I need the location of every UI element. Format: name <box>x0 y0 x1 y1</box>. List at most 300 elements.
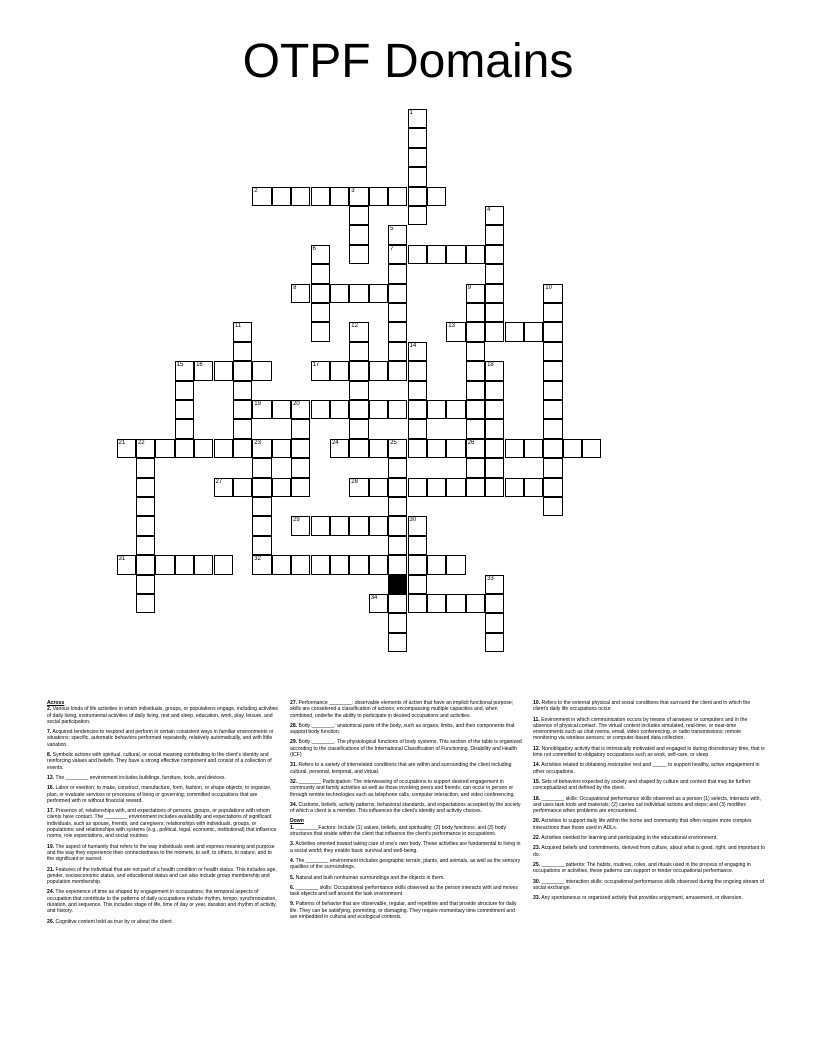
grid-cell[interactable] <box>466 245 485 264</box>
grid-cell[interactable] <box>543 478 562 497</box>
grid-cell[interactable] <box>311 303 330 322</box>
clue-number: 21 <box>118 439 126 446</box>
clue-number: 7 <box>390 245 394 252</box>
clue-item-text: Any spontaneous or organized activity that provides enjoyment, amusement, or diversion. <box>540 895 743 902</box>
grid-cell[interactable] <box>349 400 368 419</box>
grid-cell[interactable] <box>388 439 407 458</box>
grid-cell[interactable] <box>408 206 427 225</box>
clue-item <box>290 885 522 898</box>
clue-item-number: 7. <box>47 729 52 736</box>
grid-cell[interactable] <box>408 478 427 497</box>
grid-cell[interactable] <box>175 400 194 419</box>
grid-cell[interactable] <box>543 381 562 400</box>
grid-cell[interactable] <box>408 245 427 264</box>
grid-cell[interactable] <box>485 594 504 613</box>
clue-number: 31 <box>118 556 126 563</box>
clue-item-number: 3. <box>290 841 295 848</box>
grid-cell[interactable] <box>388 478 407 497</box>
grid-cell[interactable] <box>252 478 271 497</box>
clue-item-text: Natural and built nonhuman surroundings and the objects in them. <box>294 874 445 881</box>
clue-item-number: 26. <box>47 918 55 925</box>
grid-cell[interactable] <box>291 516 310 535</box>
grid-cell[interactable] <box>349 516 368 535</box>
clue-item <box>47 752 279 771</box>
clue-item-number: 23. <box>533 845 541 852</box>
clue-item-number: 21. <box>47 866 55 873</box>
clue-item <box>290 779 522 798</box>
grid-cell[interactable] <box>349 322 368 341</box>
clue-item-number: 2. <box>47 706 52 713</box>
grid-cell[interactable] <box>446 322 465 341</box>
clue-item <box>47 729 279 748</box>
clue-item-text: ________ skills: Occupational performance skills observed as a person (1) selects, interacts with, and uses task tools and materials; (2) carries out individual actions and steps; and (3) modifies performance when problems are encountered. <box>533 795 761 815</box>
clue-number: 10 <box>545 284 552 291</box>
grid-cell[interactable] <box>311 322 330 341</box>
grid-cell[interactable] <box>349 361 368 380</box>
grid-cell[interactable] <box>194 555 213 574</box>
grid-cell[interactable] <box>175 361 194 380</box>
grid-cell[interactable] <box>349 555 368 574</box>
grid-cell[interactable] <box>543 342 562 361</box>
clue-number: 1 <box>409 110 413 116</box>
clue-item <box>533 862 765 875</box>
clue-number: 23 <box>254 439 261 446</box>
clue-item-text: The experience of time as shaped by engagement in occupations; the temporal aspects of occupation that contribute to the patterns of daily occupations include rhythm, tempo, synchronization, duration, and sequence. This includes stage of life, time of day or year, duration and rhythm of activity, and history. <box>47 889 277 915</box>
grid-cell[interactable] <box>291 187 310 206</box>
grid-cell[interactable] <box>485 419 504 438</box>
clue-item-number: 34. <box>290 801 298 808</box>
grid-cell[interactable] <box>311 284 330 303</box>
clue-item-number: 31. <box>290 762 298 769</box>
grid-cell[interactable] <box>485 245 504 264</box>
grid-cell[interactable] <box>543 284 562 303</box>
grid-cell[interactable] <box>408 109 427 128</box>
grid-cell[interactable] <box>136 555 155 574</box>
grid-cell[interactable] <box>252 555 271 574</box>
clue-number: 22 <box>137 439 145 446</box>
grid-cell[interactable] <box>194 361 213 380</box>
grid-cell[interactable] <box>136 594 155 613</box>
grid-cell[interactable] <box>408 594 427 613</box>
grid-cell[interactable] <box>485 361 504 380</box>
clue-number: 3 <box>351 187 355 194</box>
clue-item-text: The ________ environment includes geographic terrain, plants, and animals, as well as the sensory qualities of the surroundings. <box>290 857 521 871</box>
clue-item-number: 9. <box>290 901 295 908</box>
clue-item <box>533 895 765 901</box>
clue-item <box>47 844 279 863</box>
clue-number: 13 <box>448 323 455 330</box>
clue-item <box>533 879 765 892</box>
grid-cell[interactable] <box>543 458 562 477</box>
grid-cell[interactable] <box>272 555 291 574</box>
grid-cell[interactable] <box>485 478 504 497</box>
clue-item-text: Various kinds of life activities in which individuals, groups, or populations engage, including activities of daily living, instrumental activities of daily living, rest and sleep, education, work, play, leisure, and social participation. <box>47 706 278 725</box>
grid-cell[interactable] <box>408 148 427 167</box>
grid-cell[interactable] <box>388 536 407 555</box>
grid-cell[interactable] <box>291 284 310 303</box>
clue-number: 19 <box>254 401 261 407</box>
grid-cell[interactable] <box>408 400 427 419</box>
grid-cell[interactable] <box>485 381 504 400</box>
grid-cell[interactable] <box>446 555 465 574</box>
grid-cell[interactable] <box>543 497 562 516</box>
grid-cell[interactable] <box>427 439 446 458</box>
grid-cell[interactable] <box>136 497 155 516</box>
clue-item-text: Patterns of behavior that are observable, regular, and repetitive and that provide structure for daily life. They can be satisfying, promoting, or damaging. They require momentary time commitment and are embedded in cultural and ecological contexts. <box>290 901 517 921</box>
grid-cell[interactable] <box>233 361 252 380</box>
grid-cell[interactable] <box>388 245 407 264</box>
clue-item-number: 6. <box>290 884 295 891</box>
grid-cell[interactable] <box>233 439 252 458</box>
puzzle-title: OTPF Domains <box>242 35 574 88</box>
clue-column-2 <box>290 700 522 924</box>
grid-cell[interactable] <box>311 516 330 535</box>
grid-cell[interactable] <box>252 536 271 555</box>
grid-cell[interactable] <box>369 400 388 419</box>
grid-cell[interactable] <box>466 400 485 419</box>
grid-cell[interactable] <box>505 439 524 458</box>
grid-cell[interactable] <box>214 361 233 380</box>
clue-item-text: Acquired beliefs and commitments, derived from culture, about what is good, right, and important to do. <box>533 845 765 858</box>
grid-cell[interactable] <box>311 555 330 574</box>
grid-cell[interactable] <box>291 400 310 419</box>
clue-item-number: 24. <box>47 889 55 896</box>
clue-item <box>533 845 765 858</box>
grid-cell[interactable] <box>408 381 427 400</box>
grid-cell[interactable] <box>369 187 388 206</box>
grid-cell[interactable] <box>291 419 310 438</box>
clue-item-number: 20. <box>533 818 541 825</box>
grid-cell[interactable] <box>349 284 368 303</box>
clue-number: 15 <box>176 362 184 369</box>
clue-item <box>47 706 279 725</box>
clue-item-text: Sets of behaviors expected by society and shaped by culture and context that may be further conceptualized and defined by the client. <box>533 778 751 792</box>
clue-number: 4 <box>487 207 491 213</box>
grid-cell[interactable] <box>252 187 271 206</box>
grid-cell[interactable] <box>388 284 407 303</box>
grid-cell[interactable] <box>349 206 368 225</box>
clue-item-number: 10. <box>533 700 541 706</box>
grid-cell[interactable] <box>136 439 155 458</box>
grid-cell[interactable] <box>175 419 194 438</box>
grid-cell[interactable] <box>136 458 155 477</box>
grid-cell[interactable] <box>388 225 407 244</box>
grid-cell[interactable] <box>543 361 562 380</box>
clue-item <box>290 762 522 775</box>
grid-cell[interactable] <box>388 303 407 322</box>
grid-cell[interactable] <box>136 478 155 497</box>
grid-cell[interactable] <box>408 361 427 380</box>
grid-cell[interactable] <box>349 342 368 361</box>
grid-cell[interactable] <box>563 439 582 458</box>
grid-cell[interactable] <box>330 516 349 535</box>
clue-item <box>290 858 522 871</box>
grid-cell[interactable] <box>349 439 368 458</box>
clue-number: 30 <box>409 517 417 524</box>
clue-item <box>533 700 765 713</box>
clue-number: 34 <box>370 595 378 601</box>
grid-cell[interactable] <box>233 478 252 497</box>
grid-cell[interactable] <box>388 322 407 341</box>
grid-cell[interactable] <box>388 516 407 535</box>
clue-item-number: 27. <box>290 700 298 706</box>
grid-cell[interactable] <box>388 400 407 419</box>
clue-number: 26 <box>467 439 475 446</box>
grid-cell[interactable] <box>252 516 271 535</box>
clue-item <box>290 723 522 736</box>
clue-item-text: ________Factors: Include (1) values, beliefs, and spirituality; (2) body functions; and (3) body structures that reside within the client that influence the client's performance in occupations. <box>290 824 507 838</box>
grid-cell[interactable] <box>485 458 504 477</box>
grid-cell[interactable] <box>466 322 485 341</box>
clue-section-header: Down <box>290 818 304 825</box>
grid-cell[interactable] <box>369 594 388 613</box>
grid-cell[interactable] <box>369 516 388 535</box>
grid-cell[interactable] <box>214 555 233 574</box>
grid-cell[interactable] <box>233 400 252 419</box>
grid-cell[interactable] <box>505 478 524 497</box>
grid-cell[interactable] <box>466 284 485 303</box>
grid-cell[interactable] <box>330 187 349 206</box>
clue-number: 29 <box>293 517 300 524</box>
grid-cell[interactable] <box>291 555 310 574</box>
grid-cell[interactable] <box>543 322 562 341</box>
clue-item <box>533 762 765 775</box>
clue-number: 6 <box>312 245 316 252</box>
clue-item-text: ________ patterns: The habits, routines, roles, and rituals used in the process of engaging in occupations or activities, these patterns can support or hinder occupational performance. <box>533 861 751 875</box>
grid-cell[interactable] <box>349 245 368 264</box>
clue-item <box>290 700 522 719</box>
grid-cell[interactable] <box>388 497 407 516</box>
grid-cell[interactable] <box>233 342 252 361</box>
grid-cell[interactable] <box>136 575 155 594</box>
clue-item-text: Refers to a variety of interrelated conditions that are within and surrounding the client including cultural, personal, temporal, and virtual. <box>290 762 512 775</box>
grid-cell[interactable] <box>175 381 194 400</box>
grid-cell[interactable] <box>349 381 368 400</box>
grid-cell[interactable] <box>485 206 504 225</box>
grid-cell[interactable] <box>233 322 252 341</box>
grid-cell[interactable] <box>524 478 543 497</box>
clue-item <box>290 901 522 920</box>
grid-cell[interactable] <box>466 478 485 497</box>
grid-cell[interactable] <box>233 381 252 400</box>
clue-item-number: 18. <box>533 795 541 802</box>
clue-item-text: Acquired tendencies to respond and perform in certain consistent ways in familiar environments or situations; specific, automatic behaviors performed repeatedly, relatively automatically, and with little variation. <box>47 729 274 748</box>
grid-cell[interactable] <box>369 555 388 574</box>
grid-cell[interactable] <box>485 633 504 652</box>
grid-cell[interactable] <box>155 439 174 458</box>
clue-item-text: Performance ________: observable elements of action that have an implicit functional purpose; skills are considered a classification of actions; encompassing multiple capacities and, when combined, underlie the ability to participate in desired occupations and activities. <box>290 700 514 719</box>
grid-cell[interactable] <box>408 128 427 147</box>
grid-cell[interactable] <box>446 400 465 419</box>
grid-cell[interactable] <box>272 187 291 206</box>
grid-cell[interactable] <box>582 439 601 458</box>
clue-number: 14 <box>409 342 417 349</box>
clue-item-text: The ________ environment includes buildings, furniture, tools, and devices. <box>54 774 226 781</box>
grid-cell[interactable] <box>291 458 310 477</box>
grid-cell[interactable] <box>466 361 485 380</box>
grid-cell[interactable] <box>446 439 465 458</box>
grid-cell[interactable] <box>427 187 446 206</box>
clue-item <box>47 785 279 804</box>
grid-cell[interactable] <box>408 575 427 594</box>
grid-cell[interactable] <box>466 458 485 477</box>
grid-cell[interactable] <box>349 187 368 206</box>
grid-cell[interactable] <box>466 594 485 613</box>
grid-cell[interactable] <box>485 575 504 594</box>
grid-cell[interactable] <box>388 264 407 283</box>
grid-cell[interactable] <box>272 439 291 458</box>
clue-item <box>533 717 765 742</box>
grid-cell[interactable] <box>155 555 174 574</box>
grid-cell[interactable] <box>369 284 388 303</box>
grid-cell[interactable] <box>505 322 524 341</box>
grid-cell[interactable] <box>408 536 427 555</box>
grid-cell[interactable] <box>524 439 543 458</box>
grid-cell[interactable] <box>466 381 485 400</box>
clue-item-number: 4. <box>290 857 295 864</box>
grid-cell[interactable] <box>446 245 465 264</box>
grid-cell[interactable] <box>252 361 271 380</box>
grid-cell[interactable] <box>252 400 271 419</box>
grid-cell[interactable] <box>388 633 407 652</box>
grid-cell[interactable] <box>388 555 407 574</box>
grid-cell[interactable] <box>485 303 504 322</box>
grid-cell[interactable] <box>369 361 388 380</box>
grid-cell[interactable] <box>543 303 562 322</box>
clue-number: 27 <box>215 478 223 485</box>
grid-cell[interactable] <box>446 594 465 613</box>
grid-cell[interactable] <box>466 439 485 458</box>
grid-cell[interactable] <box>311 361 330 380</box>
grid-cell[interactable] <box>466 419 485 438</box>
clue-item-number: 33. <box>533 895 541 902</box>
clue-item-number: 29. <box>290 739 298 746</box>
grid-cell[interactable] <box>369 439 388 458</box>
grid-cell[interactable] <box>117 555 136 574</box>
grid-cell[interactable] <box>485 613 504 632</box>
grid-cell[interactable] <box>446 478 465 497</box>
grid-cell[interactable] <box>214 478 233 497</box>
grid-cell[interactable] <box>330 400 349 419</box>
clue-item-number: 1. <box>290 824 295 831</box>
grid-cell[interactable] <box>175 555 194 574</box>
grid-cell[interactable] <box>311 264 330 283</box>
grid-cell[interactable] <box>388 342 407 361</box>
grid-cell[interactable] <box>330 555 349 574</box>
grid-cell[interactable] <box>388 594 407 613</box>
clue-item <box>290 802 522 815</box>
clue-item-text: The aspect of humanity that refers to the way individuals seek and express meaning and purpose and the way they experience their connectedness to the moment, to self, to others, to nature, and to the significant or sacred. <box>47 843 275 863</box>
grid-cell[interactable] <box>466 303 485 322</box>
grid-cell[interactable] <box>175 439 194 458</box>
grid-cell[interactable] <box>427 555 446 574</box>
grid-cell[interactable] <box>272 478 291 497</box>
clue-item-text: ________ Participation: The interweaving of occupations to support desired engagement in community and family activities as well as those involving peers and friends; can occur in person or through remote technologies such as telephone calls, computer interaction, and video conferencing. <box>290 778 515 798</box>
grid-cell[interactable] <box>330 284 349 303</box>
grid-cell[interactable] <box>408 419 427 438</box>
grid-cell[interactable] <box>388 187 407 206</box>
grid-cell[interactable] <box>252 439 271 458</box>
grid-cell[interactable] <box>311 400 330 419</box>
grid-cell[interactable] <box>427 400 446 419</box>
clue-item <box>533 835 765 841</box>
grid-cell[interactable] <box>408 555 427 574</box>
clue-number: 12 <box>351 323 358 330</box>
grid-cell[interactable] <box>543 419 562 438</box>
grid-cell[interactable] <box>485 284 504 303</box>
grid-cell[interactable] <box>349 419 368 438</box>
grid-cell[interactable] <box>485 322 504 341</box>
clue-item-number: 17. <box>47 808 55 815</box>
clue-item <box>47 919 279 925</box>
clue-column-3 <box>533 700 765 905</box>
grid-cell[interactable] <box>466 342 485 361</box>
grid-cell[interactable] <box>194 439 213 458</box>
grid-cell[interactable] <box>408 167 427 186</box>
grid-cell[interactable] <box>252 458 271 477</box>
grid-cell[interactable] <box>485 439 504 458</box>
grid-cell[interactable] <box>543 439 562 458</box>
grid-cell[interactable] <box>214 439 233 458</box>
grid-cell[interactable] <box>252 497 271 516</box>
grid-cell[interactable] <box>117 439 136 458</box>
clue-item <box>290 875 522 881</box>
clue-number: 5 <box>390 226 394 233</box>
grid-cell[interactable] <box>291 439 310 458</box>
grid-cell[interactable] <box>349 478 368 497</box>
grid-cell[interactable] <box>543 400 562 419</box>
grid-cell[interactable] <box>388 361 407 380</box>
grid-cell[interactable] <box>369 478 388 497</box>
grid-cell[interactable] <box>427 245 446 264</box>
clue-number: 32 <box>254 556 261 563</box>
grid-cell[interactable] <box>349 225 368 244</box>
grid-cell[interactable] <box>311 187 330 206</box>
grid-cell[interactable] <box>485 400 504 419</box>
clue-item <box>533 779 765 792</box>
clue-item-number: 16. <box>47 785 55 792</box>
grid-cell[interactable] <box>136 536 155 555</box>
grid-cell[interactable] <box>408 187 427 206</box>
clue-item-number: 30. <box>533 878 541 885</box>
grid-cell[interactable] <box>485 264 504 283</box>
grid-cell[interactable] <box>408 342 427 361</box>
grid-cell[interactable] <box>233 419 252 438</box>
clue-number: 18 <box>487 362 494 369</box>
clue-item <box>533 746 765 759</box>
clue-item-number: 32. <box>290 778 298 785</box>
grid-cell[interactable] <box>388 458 407 477</box>
clue-item-text: ________ interaction skills: occupational performance skills observed during the ongoing stream of social exchange. <box>533 878 765 891</box>
grid-cell[interactable] <box>388 613 407 632</box>
grid-cell[interactable] <box>272 400 291 419</box>
clue-item-number: 15. <box>533 778 541 785</box>
clue-number: 20 <box>293 401 300 407</box>
grid-cell[interactable] <box>330 439 349 458</box>
grid-cell[interactable] <box>408 439 427 458</box>
grid-cell[interactable] <box>330 361 349 380</box>
grid-cell[interactable] <box>136 516 155 535</box>
black-cell <box>388 575 407 594</box>
clue-item-text: Customs, beliefs, activity patterns, behavioral standards, and expectations accepted by the society of which a client is a member. This influences the client's identity and activity choices. <box>290 801 521 815</box>
grid-cell[interactable] <box>485 225 504 244</box>
grid-cell[interactable] <box>291 478 310 497</box>
grid-cell[interactable] <box>524 322 543 341</box>
grid-cell[interactable] <box>427 478 446 497</box>
grid-cell[interactable] <box>427 594 446 613</box>
grid-cell[interactable] <box>408 516 427 535</box>
grid-cell[interactable] <box>311 245 330 264</box>
